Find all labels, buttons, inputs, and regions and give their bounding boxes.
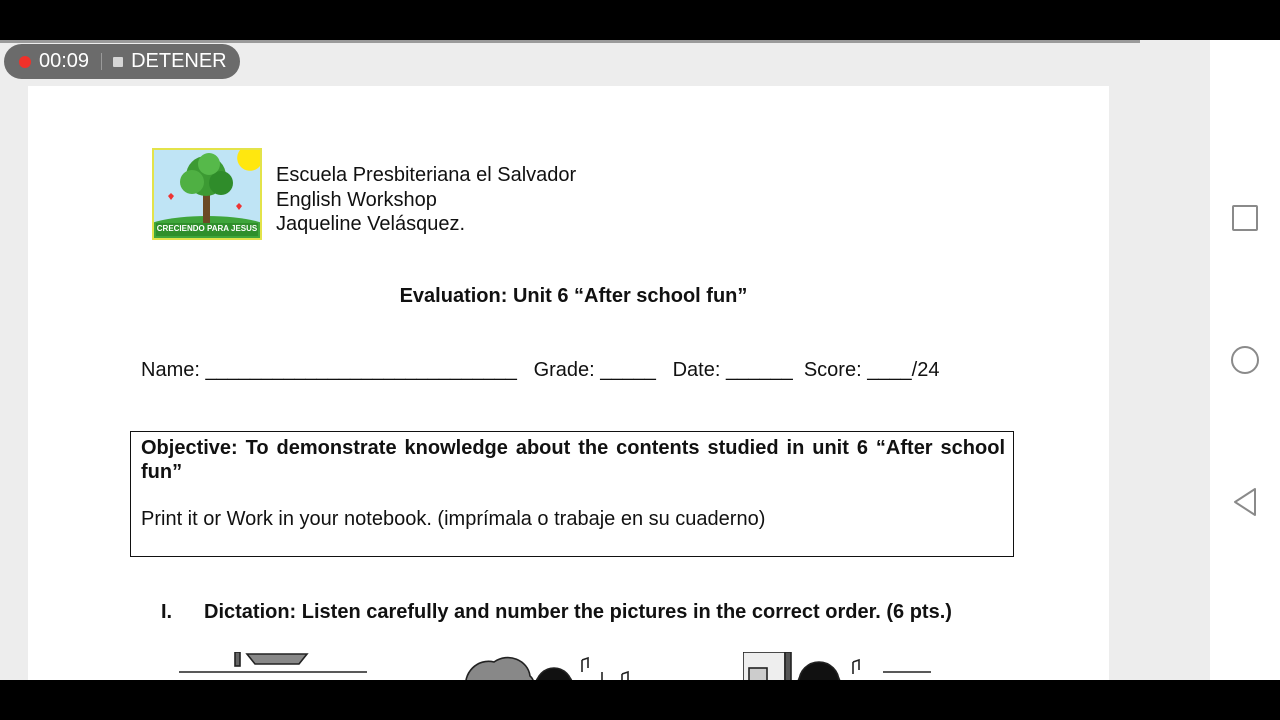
- recording-dot-icon: [19, 56, 31, 68]
- teacher-name: Jaqueline Velásquez.: [276, 213, 466, 235]
- recorder-separator: [101, 53, 102, 70]
- triangle-back-icon: [1231, 486, 1259, 518]
- grade-field: Grade: _____: [533, 359, 656, 381]
- document-page: [28, 86, 1109, 720]
- student-fields: [141, 359, 939, 382]
- stop-icon: [113, 57, 123, 67]
- navigation-bar: [1210, 40, 1280, 680]
- school-name: Escuela Presbiteriana el Salvador: [276, 164, 577, 186]
- workshop-name: English Workshop: [276, 188, 437, 211]
- score-field: Score: ____/24: [803, 359, 940, 381]
- objective-text: Objective: To demonstrate knowledge about the contents studied in unit 6 “After school fun”: [141, 437, 1005, 483]
- viewer-top-edge: [0, 40, 1140, 43]
- recents-button[interactable]: [1229, 202, 1261, 234]
- instruction-text: Print it or Work in your notebook. (imprímala o trabaje en su cuaderno): [141, 508, 766, 530]
- recording-time: 00:09: [39, 50, 90, 72]
- date-field: Date: ______: [672, 359, 793, 381]
- section-heading: Dictation: Listen carefully and number the pictures in the correct order. (6 pts.): [204, 601, 952, 623]
- section-number: I.: [161, 601, 173, 623]
- objective-box: [130, 431, 1014, 557]
- stop-label: DETENER: [131, 50, 227, 72]
- circle-icon: [1229, 344, 1261, 376]
- name-field: Name: ____________________________: [141, 359, 517, 381]
- square-icon: [1231, 204, 1259, 232]
- home-button[interactable]: [1229, 344, 1261, 376]
- bottom-black-bar: [0, 680, 1280, 720]
- back-button[interactable]: [1229, 486, 1261, 518]
- document-viewer[interactable]: [0, 40, 1210, 680]
- logo-caption: CRECIENDO PARA JESUS: [156, 224, 258, 233]
- stop-recording-button[interactable]: [113, 50, 227, 73]
- screen-recorder-pill: [4, 44, 240, 79]
- document-header: [276, 163, 576, 237]
- evaluation-title: Evaluation: Unit 6 “After school fun”: [399, 285, 748, 307]
- school-logo: [152, 148, 262, 240]
- status-bar: [0, 0, 1280, 40]
